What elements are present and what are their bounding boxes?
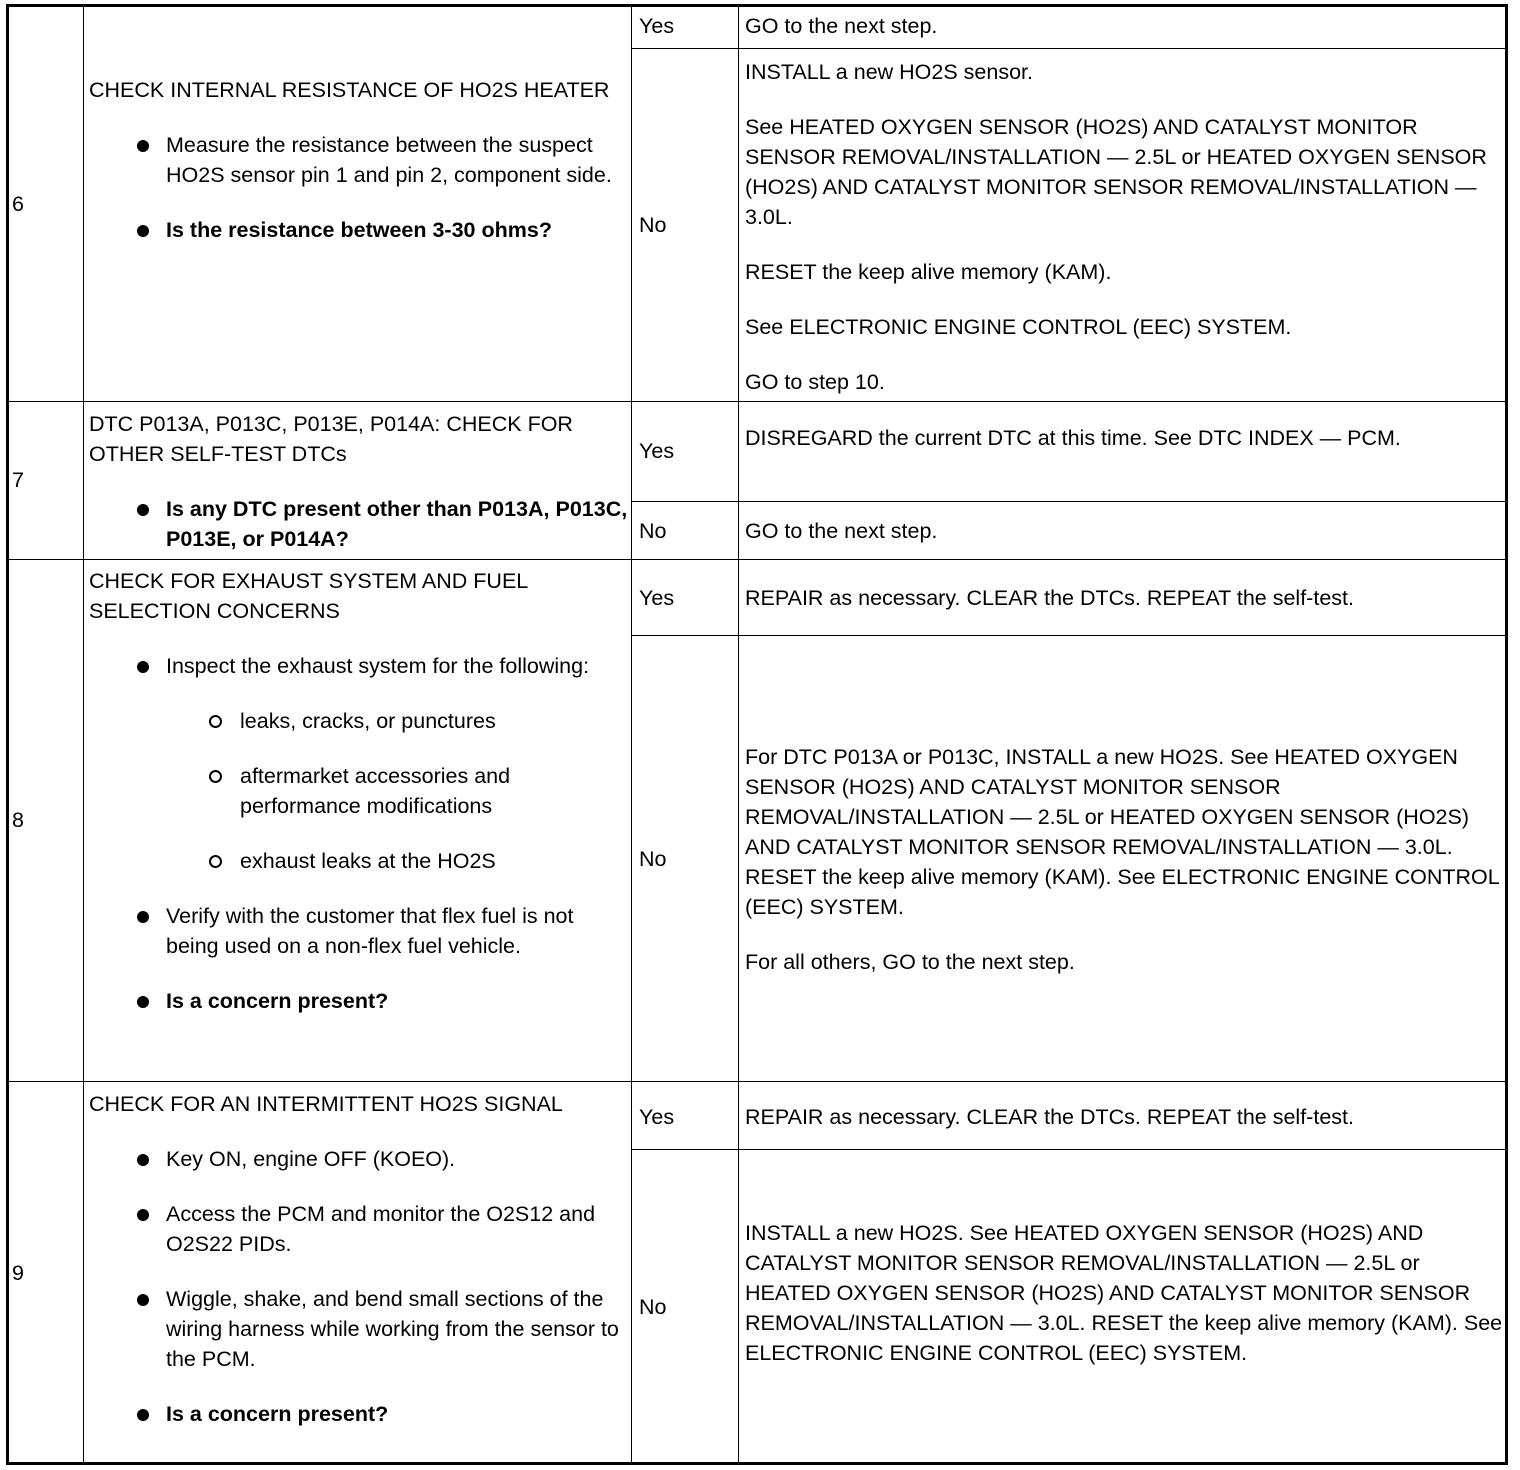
action-no: GO to the next step. — [745, 519, 938, 543]
action-yes: DISREGARD the current DTC at this time. See DTC INDEX — PCM. — [745, 426, 1401, 450]
step-number-text: 6 — [12, 192, 24, 216]
step-number: 8 — [12, 808, 24, 832]
action-no: For DTC P013A or P013C, INSTALL a new HO2S. See HEATED OXYGEN SENSOR (HO2S) AND CATALYST MONITOR SENSOR REMOVAL/INSTALLATION — 2.5L or HEATED OXYGEN SENSOR (HO2S) AND CATALYST MONITOR SENSOR REMOVAL/INSTALLATION — 3.0L. RESET the keep alive memory (KAM). See ELECTRONIC ENGINE CONTROL (EEC) SYSTEM. For all others, GO to the next step. — [745, 745, 1499, 974]
action-yes: REPAIR as necessary. CLEAR the DTCs. REPEAT the self-test. — [745, 586, 1354, 610]
bullet-question: Is a concern present? — [89, 1399, 629, 1429]
bullet-icon — [137, 996, 149, 1008]
diagnostic-table — [6, 4, 1508, 1465]
bullet-icon — [137, 1409, 149, 1421]
circle-bullet-icon — [209, 715, 222, 728]
answer-yes: Yes — [639, 1105, 675, 1129]
step-title: CHECK INTERNAL RESISTANCE OF HO2S HEATER — [89, 78, 610, 102]
row-divider — [9, 559, 1505, 560]
answer-no: No — [639, 847, 667, 871]
sub-bullet-item: aftermarket accessories and performance modifications — [89, 761, 629, 821]
bullet-icon — [137, 1154, 149, 1166]
bullet-icon — [137, 140, 149, 152]
bullet-icon — [137, 504, 149, 516]
step-title: DTC P013A, P013C, P013E, P014A: CHECK FOR OTHER SELF-TEST DTCs — [89, 412, 573, 466]
bullet-question: Is a concern present? — [89, 986, 629, 1016]
answer-yes: Yes — [639, 439, 675, 463]
bullet-item: Wiggle, shake, and bend small sections of the wiring harness while working from the sensor to the PCM. — [89, 1284, 629, 1374]
bullet-icon — [137, 225, 149, 237]
bullet-icon — [137, 1294, 149, 1306]
step-instructions — [89, 566, 629, 1016]
step-title: CHECK FOR EXHAUST SYSTEM AND FUEL SELECTION CONCERNS — [89, 569, 528, 623]
column-divider — [738, 7, 739, 1462]
action-yes: REPAIR as necessary. CLEAR the DTCs. REPEAT the self-test. — [745, 1105, 1354, 1129]
sub-bullet-item: leaks, cracks, or punctures — [89, 706, 629, 736]
step-title: CHECK FOR AN INTERMITTENT HO2S SIGNAL — [89, 1092, 563, 1116]
bullet-item: Key ON, engine OFF (KOEO). — [89, 1144, 629, 1174]
step-instructions — [89, 75, 629, 245]
row-divider — [631, 48, 1505, 49]
action-yes: GO to the next step. — [745, 14, 938, 38]
bullet-list — [89, 130, 629, 245]
answer-yes: Yes — [639, 586, 675, 610]
action-no: INSTALL a new HO2S sensor. See HEATED OXYGEN SENSOR (HO2S) AND CATALYST MONITOR SENSOR REMOVAL/INSTALLATION — 2.5L or HEATED OXYGEN SENSOR (HO2S) AND CATALYST MONITOR SENSOR REMOVAL/INSTALLATION — 3.0L. RESET the keep alive memory (KAM). See ELECTRONIC ENGINE CONTROL (EEC) SYSTEM. GO to step 10. — [745, 60, 1487, 394]
bullet-list — [89, 494, 629, 554]
bullet-icon — [137, 661, 149, 673]
row-divider — [9, 401, 1505, 402]
row-divider — [631, 501, 1505, 502]
answer-no: No — [639, 1295, 667, 1319]
answer-no: No — [639, 213, 667, 237]
sub-bullet-item: exhaust leaks at the HO2S — [89, 846, 629, 876]
bullet-icon — [137, 1209, 149, 1221]
column-divider — [83, 7, 84, 1462]
row-divider — [631, 635, 1505, 636]
row-divider — [631, 1149, 1505, 1150]
answer-no: No — [639, 519, 667, 543]
circle-bullet-icon — [209, 770, 222, 783]
bullet-question: Is any DTC present other than P013A, P013C, P013E, or P014A? — [89, 494, 629, 554]
bullet-list — [89, 1144, 629, 1429]
step-instructions — [89, 1089, 629, 1429]
step-instructions — [89, 409, 629, 554]
column-divider — [631, 7, 632, 1462]
step-number: 7 — [12, 468, 24, 492]
action-no: INSTALL a new HO2S. See HEATED OXYGEN SENSOR (HO2S) AND CATALYST MONITOR SENSOR REMOVAL/INSTALLATION — 2.5L or HEATED OXYGEN SENSOR (HO2S) AND CATALYST MONITOR SENSOR REMOVAL/INSTALLATION — 3.0L. RESET the keep alive memory (KAM). See ELECTRONIC ENGINE CONTROL (EEC) SYSTEM. — [745, 1221, 1503, 1365]
bullet-item: Measure the resistance between the suspect HO2S sensor pin 1 and pin 2, component side. — [89, 130, 629, 190]
circle-bullet-icon — [209, 855, 222, 868]
bullet-list — [89, 651, 629, 1016]
bullet-icon — [137, 911, 149, 923]
bullet-item: Access the PCM and monitor the O2S12 and O2S22 PIDs. — [89, 1199, 629, 1259]
row-divider — [9, 1081, 1505, 1082]
answer-yes: Yes — [639, 14, 675, 38]
bullet-item: Verify with the customer that flex fuel is not being used on a non-flex fuel vehicle. — [89, 901, 629, 961]
bullet-item: Inspect the exhaust system for the following: — [89, 651, 629, 681]
bullet-question: Is the resistance between 3-30 ohms? — [89, 215, 629, 245]
step-number — [12, 7, 82, 401]
step-number: 9 — [12, 1261, 24, 1285]
